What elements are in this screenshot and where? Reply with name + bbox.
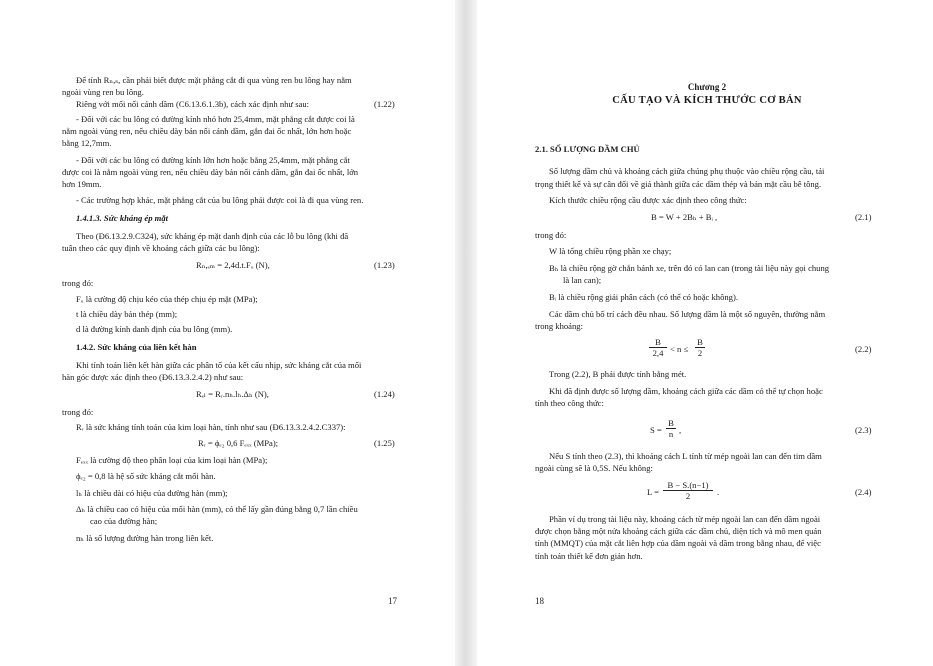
text-line: nằm ngoài vùng ren, nếu chiều dày bản nối cánh dầm, gắn đai ốc nhất, lớn hơn hoặc xyxy=(62,126,352,136)
text-line: Khi đã định được số lượng dầm, khoảng cách giữa các dầm có thể tự chọn hoặc xyxy=(549,386,823,396)
equation-number: (2.1) xyxy=(855,212,872,222)
equation-number: (2.4) xyxy=(855,487,872,497)
equation-number: (2.3) xyxy=(855,425,872,435)
text-line: trong đó: xyxy=(535,230,567,240)
text-line: lₕ là chiều dài có hiệu của đường hàn (mm); xyxy=(76,488,228,498)
text-line: trong khoảng: xyxy=(535,321,583,331)
equation-tail: . xyxy=(717,487,720,497)
inequality: < n ≤ xyxy=(670,344,689,354)
equation-lhs: L = xyxy=(647,487,659,497)
chapter-label: Chương 2 xyxy=(687,82,727,92)
page-number: 18 xyxy=(535,596,544,606)
fraction xyxy=(695,337,705,358)
numerator: B xyxy=(695,337,705,348)
text-line: tính theo công thức: xyxy=(535,398,604,408)
equation-number: (1.22) xyxy=(374,99,395,109)
text-line: t là chiều dày bản thép (mm); xyxy=(76,309,178,319)
text-line: ngoài vùng ren bu lông. xyxy=(62,87,144,97)
equation-tail: , xyxy=(679,425,682,435)
text-line: - Đối với các bu lông có đường kính nhỏ hơn 25,4mm, mặt phẳng cắt được coi là xyxy=(76,114,355,124)
text-line: ngoài cùng sẽ là 0,5S. Nếu không: xyxy=(535,463,653,473)
text-line: nₕ là số lượng đường hàn trong liên kết. xyxy=(76,533,214,543)
text-line: Bₕ là chiều rộng gờ chắn bánh xe, trên đó có lan can (trong tài liệu này gọi chung xyxy=(549,263,830,273)
equation-1-24: Rₑₗ = Rᵣ.nₕ.lₕ.Δₕ (N), xyxy=(196,389,269,399)
text-line: Phần ví dụ trong tài liệu này, khoảng cách từ mép ngoài lan can đến dầm ngoài xyxy=(549,514,821,524)
book-gutter xyxy=(455,0,477,666)
equation-number: (1.25) xyxy=(374,438,395,448)
text-line: Fᵤ là cường độ chịu kéo của thép chịu ép mặt (MPa); xyxy=(76,294,258,304)
text-line: hơn 19mm. xyxy=(62,179,102,189)
text-line: tính toán thiết kế đơn giản hơn. xyxy=(535,551,643,561)
text-line: Các dầm chủ bố trí cách đều nhau. Số lượng dầm là một số nguyên, thường nằm xyxy=(549,309,826,319)
text-line: bằng 12,7mm. xyxy=(62,138,112,148)
text-line: Để tính Rₙ,ₛ, cần phải biết được mặt phẳng cắt đi qua vùng ren bu lông hay nằm xyxy=(76,75,352,85)
denominator: 2 xyxy=(685,491,691,501)
equation-1-23: Rₙ,ₑₘ = 2,4d.t.Fᵤ (N), xyxy=(196,260,270,270)
numerator: B − S.(n−1) xyxy=(663,480,713,491)
text-line: được coi là nằm ngoài vùng ren, nếu chiều dày bản nối cánh dầm, gắn đai ốc nhất, lớn xyxy=(62,167,359,177)
text-line: Số lượng dầm chủ và khoảng cách giữa chúng phụ thuộc vào chiều rộng cầu, tải xyxy=(549,166,825,176)
page-number: 17 xyxy=(388,596,397,606)
section-heading: 1.4.2. Sức kháng của liên kết hàn xyxy=(76,342,197,352)
text-line: Kích thước chiều rộng cầu được xác định theo công thức: xyxy=(549,195,747,205)
text-line: tuân theo các quy định về khoảng cách giữa các bu lông): xyxy=(62,243,260,253)
equation-lhs: S = xyxy=(650,425,662,435)
numerator: B xyxy=(649,337,667,348)
equation-number: (1.24) xyxy=(374,389,395,399)
text-line: Trong (2.2), B phải được tính bằng mét. xyxy=(549,369,687,379)
text-line: Riêng với mối nối cánh dầm (C6.13.6.1.3b), cách xác định như sau: xyxy=(76,99,310,109)
subsection-heading: 1.4.1.3. Sức kháng ép mặt xyxy=(76,213,169,223)
text-line: Fₑₓₓ là cường độ theo phân loại của kim loại hàn (MPa); xyxy=(76,455,268,465)
equation-number: (2.2) xyxy=(855,344,872,354)
text-line: - Đối với các bu lông có đường kính lớn hơn hoặc bằng 25,4mm, mặt phẳng cắt xyxy=(76,155,350,165)
chapter-title: CẤU TẠO VÀ KÍCH THƯỚC CƠ BẢN xyxy=(612,95,802,106)
numerator: B xyxy=(666,418,676,429)
equation-1-25: Rᵣ = ϕₑ₂ 0,6 Fₑₓₓ (MPa); xyxy=(198,438,279,448)
fraction xyxy=(666,418,676,439)
text-line: được chọn bằng một nửa khoảng cách giữa các dầm chủ, diện tích và mô men quán xyxy=(535,526,822,536)
text-line: Nếu S tính theo (2.3), thì khoảng cách L tính từ mép ngoài lan can đến tim dầm xyxy=(549,451,822,461)
text-line: - Các trường hợp khác, mặt phẳng cắt của bu lông phải được coi là đi qua vùng ren. xyxy=(76,195,364,205)
text-line: cao của đường hàn; xyxy=(90,516,158,526)
right-page xyxy=(477,0,933,666)
text-line: d là đường kính danh định của bu lông (mm). xyxy=(76,324,233,334)
text-line: Theo (Đ6.13.2.9.C324), sức kháng ép mặt danh định của các lỗ bu lông (khi đã xyxy=(76,231,349,241)
denominator: 2,4 xyxy=(652,348,664,358)
denominator: 2 xyxy=(697,348,703,358)
text-line: trọng thiết kế và sự cân đối về giá thành giữa các dầm thép và bản mặt cầu bê tông. xyxy=(535,179,822,189)
text-line: Δₕ là chiều cao có hiệu của mối hàn (mm), có thể lấy gần đúng bằng 0,7 lần chiều xyxy=(76,504,358,514)
text-line: ϕₑ₂ = 0,8 là hệ số sức kháng cắt mối hàn. xyxy=(76,471,216,481)
section-heading: 2.1. SỐ LƯỢNG DẦM CHỦ xyxy=(535,144,640,154)
text-line: trong đó: xyxy=(62,407,94,417)
fraction xyxy=(663,480,713,501)
text-line: W là tổng chiều rộng phần xe chạy; xyxy=(549,246,672,256)
equation-number: (1.23) xyxy=(374,260,395,270)
text-line: Bᵢ là chiều rộng giải phân cách (có thể có hoặc không). xyxy=(549,292,738,302)
equation-2-1: B = W + 2Bₕ + Bᵢ , xyxy=(651,212,718,222)
fraction xyxy=(649,337,667,358)
text-line: là lan can); xyxy=(563,275,602,285)
text-line: tính (MMQT) của mặt cắt liên hợp của dầm ngoài và dầm trong bằng nhau, để việc xyxy=(535,538,821,548)
left-page xyxy=(0,0,455,666)
text-line: trong đó: xyxy=(62,278,94,288)
text-line: Rᵣ là sức kháng tính toán của kim loại hàn, tính như sau (Đ6.13.3.2.4.2.C337): xyxy=(76,422,346,432)
text-line: Khi tính toán liên kết hàn giữa các phân tố của kết cấu nhịp, sức kháng cắt của mối xyxy=(76,360,362,370)
text-line: hàn góc được xác định theo (Đ6.13.3.2.4.2) như sau: xyxy=(62,372,244,382)
denominator: n xyxy=(668,429,674,439)
